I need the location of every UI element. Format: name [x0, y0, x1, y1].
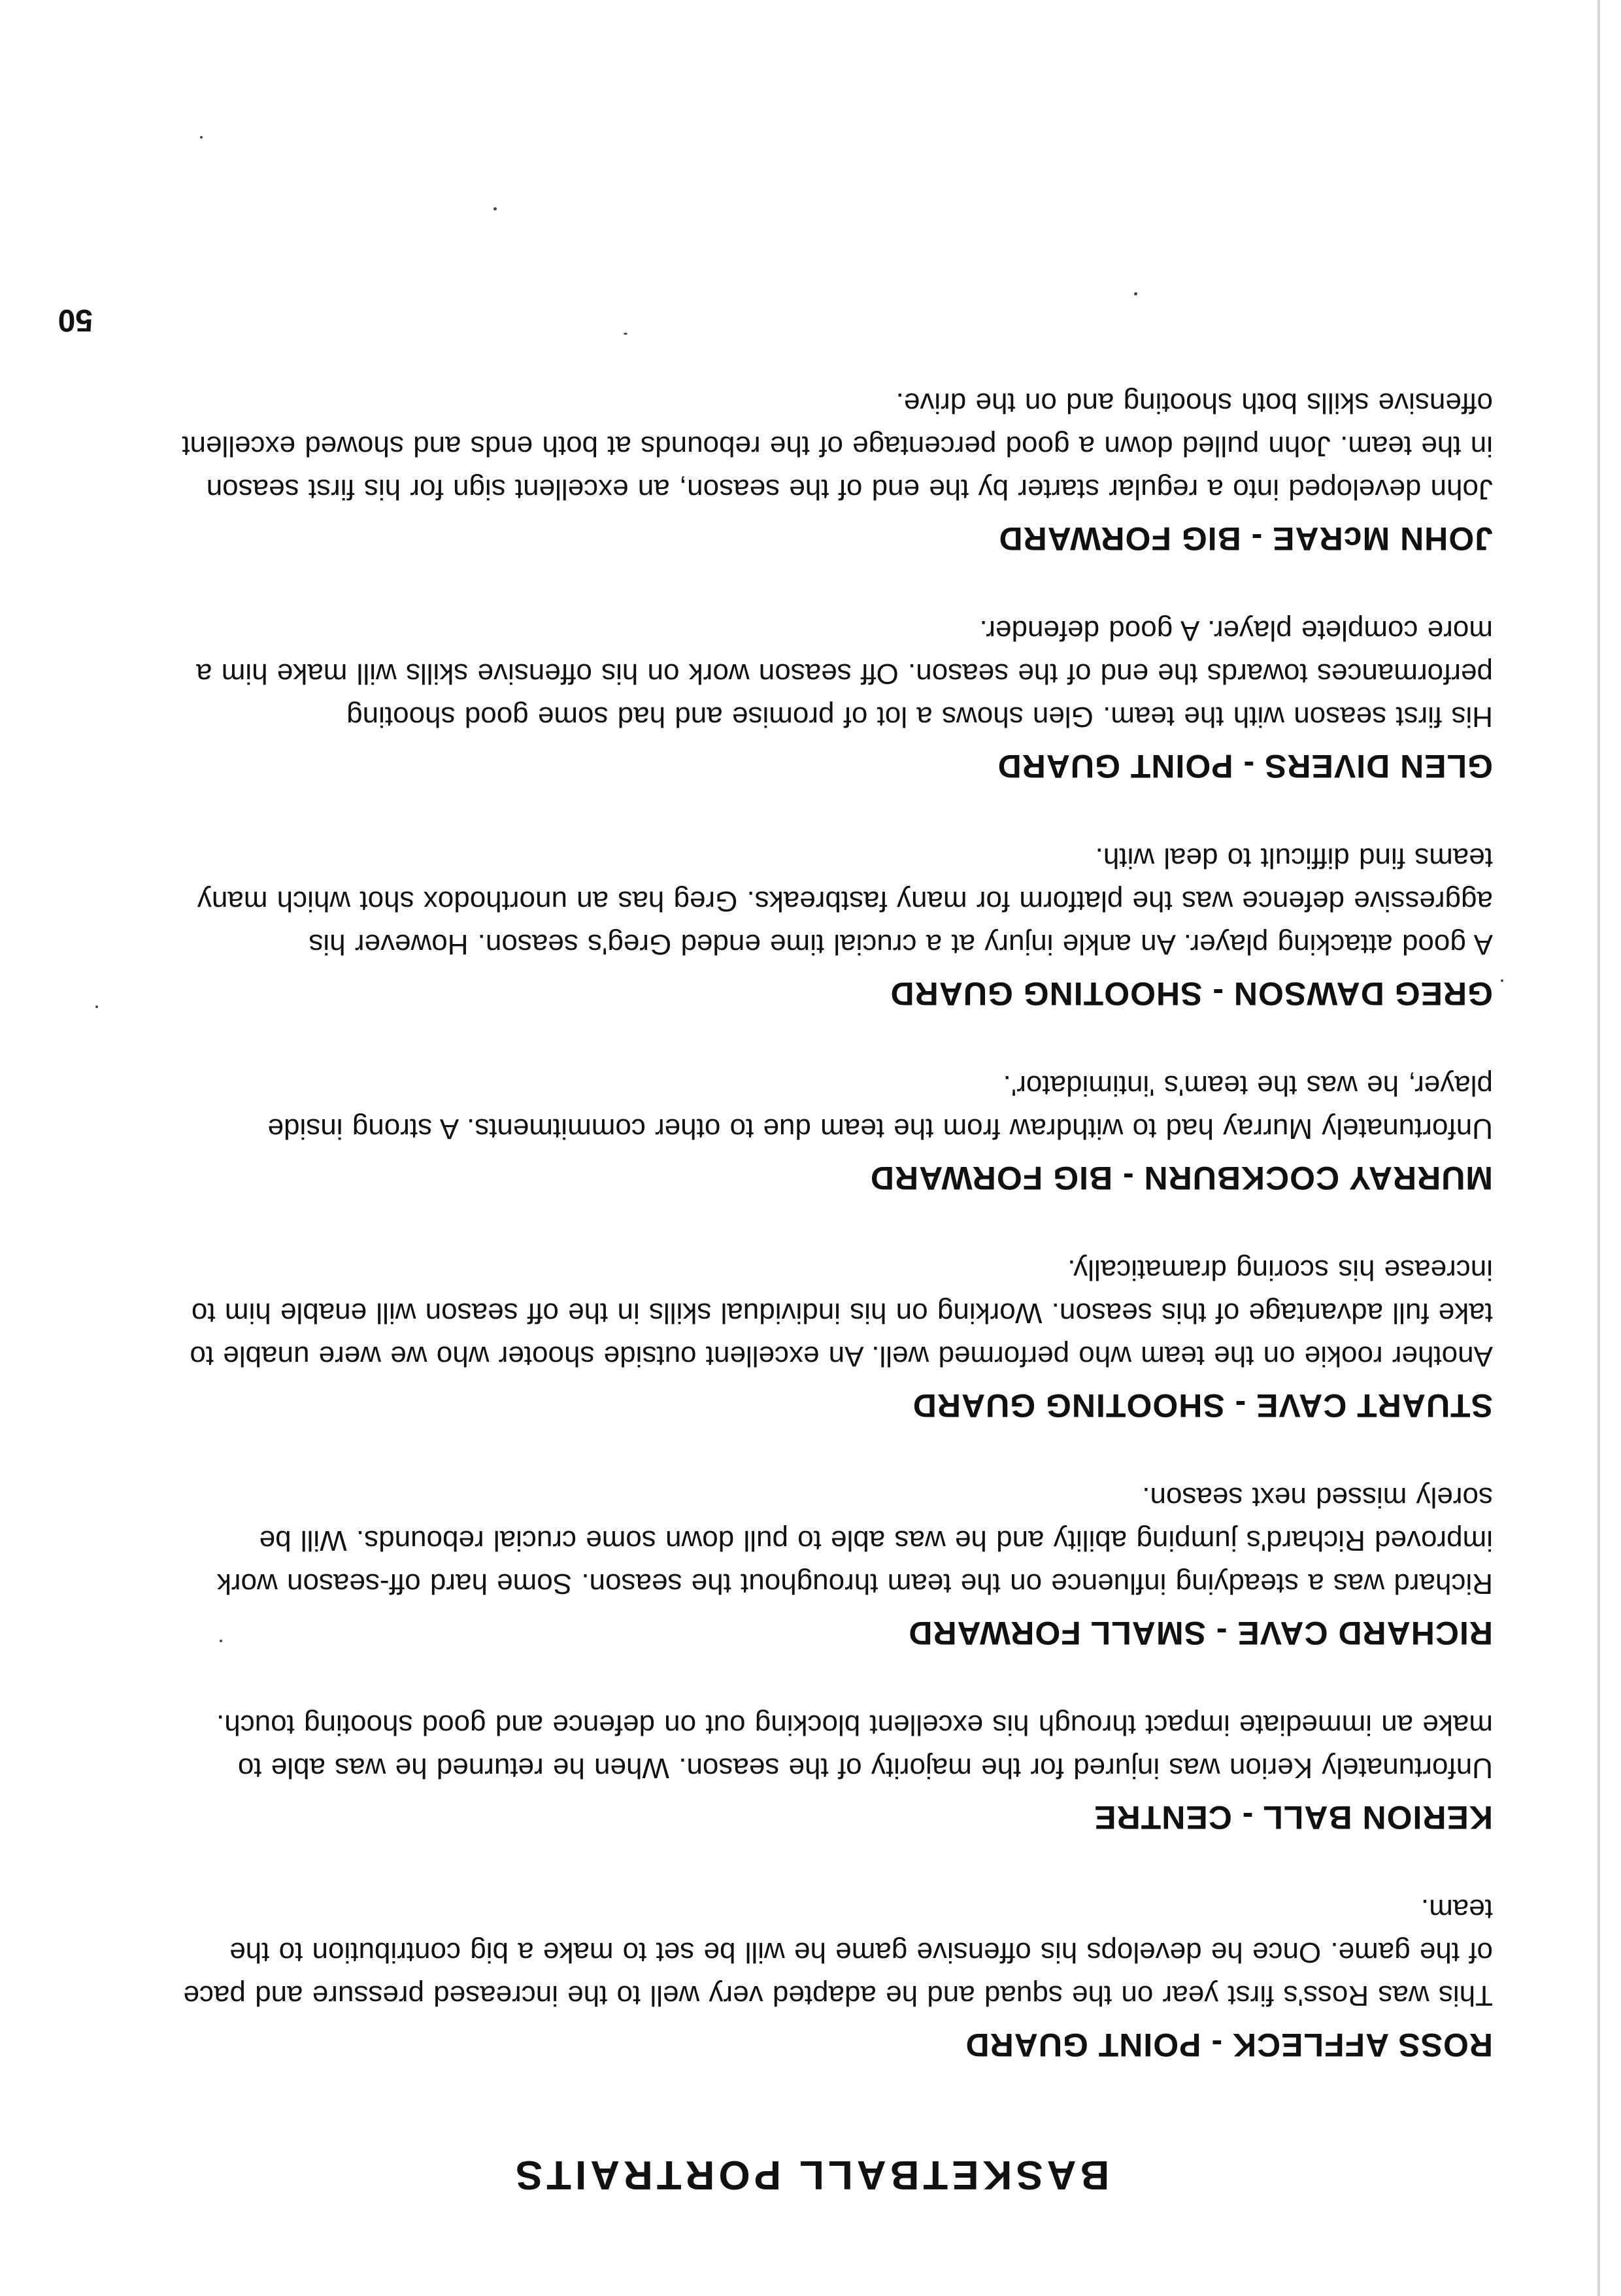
scan-speck	[1134, 292, 1137, 295]
portrait-heading: STUART CAVE - SHOOTING GUARD	[912, 1387, 1493, 1424]
page-number: 50	[58, 303, 93, 337]
portrait-text: Unfortunately Murray had to withdraw from the team due to other commitments. A strong inside player, he was the team's 'intimidator'.	[267, 1070, 1493, 1145]
portrait-text: Richard was a steadying influence on the team throughout the season. Some hard off-season work improved Richard's jumping ability and he was able to pull down some crucial rebounds. Will be sorely missed next season.	[216, 1481, 1493, 1600]
scan-speck	[95, 1005, 98, 1008]
portrait-murray-cockburn	[176, 1064, 1493, 1197]
scan-speck	[220, 1640, 222, 1642]
portrait-heading: KERION BALL - CENTRE	[1094, 1799, 1493, 1836]
portrait-heading: ROSS AFFLECK - POINT GUARD	[965, 2027, 1493, 2063]
portrait-john-mcrae	[176, 381, 1493, 558]
portrait-richard-cave	[176, 1476, 1493, 1652]
portrait-ross-affleck	[176, 1887, 1493, 2064]
page-title: BASKETBALL PORTRAITS	[511, 2152, 1110, 2197]
portrait-heading: GLEN DIVERS - POINT GUARD	[997, 748, 1493, 785]
portrait-text: Unfortunately Kerion was injured for the majority of the season. When he returned he was able to make an immediate impact through his excellent blocking out on defence and good shooting touch.	[216, 1709, 1493, 1784]
portrait-stuart-cave	[176, 1248, 1493, 1425]
portrait-heading: MURRAY COCKBURN - BIG FORWARD	[869, 1160, 1493, 1196]
portrait-kerion-ball	[176, 1703, 1493, 1836]
portrait-list	[176, 330, 1493, 2064]
portrait-heading: RICHARD CAVE - SMALL FORWARD	[908, 1615, 1493, 1651]
portrait-text: His first season with the team. Glen shows a lot of promise and had some good shooting performances towards the end of the season. Off season work on his offensive skills will make him a more complete player. A good defender.	[196, 615, 1493, 733]
scan-speck	[624, 333, 627, 335]
portrait-glen-divers	[176, 609, 1493, 785]
scan-speck	[493, 207, 497, 211]
portrait-heading: GREG DAWSON - SHOOTING GUARD	[890, 975, 1493, 1012]
portrait-greg-dawson	[176, 836, 1493, 1013]
scan-speck	[200, 136, 203, 139]
portrait-heading: JOHN McRAE - BIG FORWARD	[998, 520, 1493, 557]
portrait-text: Another rookie on the team who performed well. An excellent outside shooter who we were unable to take full advantage of this season. Working on his individual skills in the off season will enable him to increase his scoring dramatically.	[190, 1254, 1493, 1372]
scan-speck	[1501, 979, 1503, 982]
portrait-text: A good attacking player. An ankle injury at a crucial time ended Greg's season. However his aggressive defence was the platform for many fastbreaks. Greg has an unorthodox shot which many teams find difficult to deal with.	[197, 842, 1493, 960]
portrait-text: John developed into a regular starter by the end of the season, an excellent sign for his first season in the team. John pulled down a good percentage of the rebounds at both ends and showed excellent offensive skills both shooting and on the drive.	[182, 387, 1493, 505]
portrait-text: This was Ross's first year on the squad and he adapted very well to the increased pressure and pace of the game. Once he develops his offensive game he will be set to make a big contribution to the team.	[183, 1893, 1493, 2012]
